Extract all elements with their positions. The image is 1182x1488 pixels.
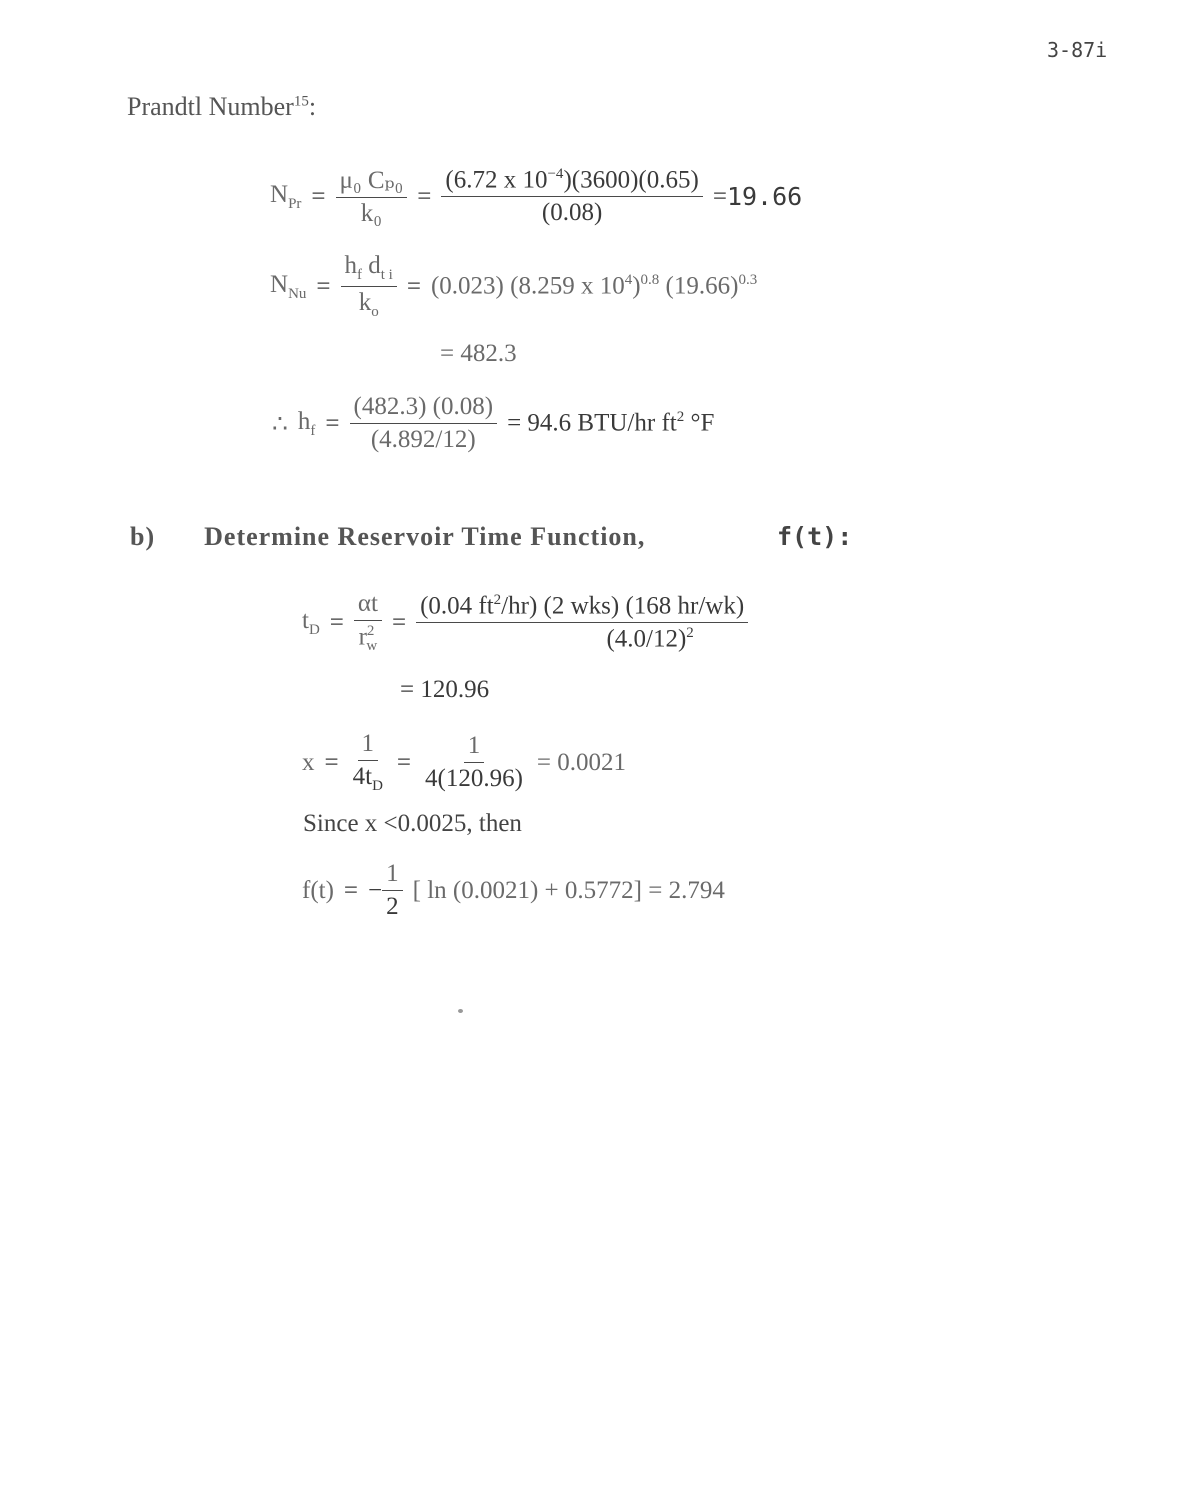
- td-fraction-symbolic: $\frac{\alpha t}{r^2_w}$: [354, 590, 382, 655]
- prandtl-equation: [270, 165, 802, 228]
- equals-sign: =: [712, 182, 727, 210]
- prandtl-heading: [127, 92, 316, 122]
- hf-fraction: $\frac{(482.3) (0.08)}{(4.892/12)}$: [350, 393, 498, 454]
- heading-superscript: 15: [293, 93, 309, 110]
- minus-sign: −: [368, 876, 383, 904]
- section-b-function: f(t):: [777, 522, 853, 551]
- td-result: = 120.96: [400, 676, 490, 703]
- ft-fraction: $\frac{1}{2}$: [382, 860, 403, 921]
- since-statement: Since x <0.0025, then: [303, 810, 522, 837]
- nusselt-fraction: $\frac{h_f d_{t i}}{k_o}$: [341, 252, 397, 321]
- nnu-symbol: $N_{Nu}$: [270, 270, 307, 302]
- td-equation: $t_D$ = $\frac{\alpha t}{r^2_w}$ = $\frac{(0.04 ft^2/hr) (2 wks) (168 hr/wk)}{(4.0/12)^2}$: [302, 590, 748, 655]
- hf-result: = 94.6 BTU/hr $ft^2$ °F: [507, 409, 715, 437]
- hf-symbol: $h_f$: [297, 407, 316, 439]
- npr-symbol: $N_{Pr}$: [270, 180, 302, 212]
- ft-rhs: [ ln (0.0021) + 0.5772] = 2.794: [412, 876, 725, 904]
- x-result: = 0.0021: [536, 748, 627, 776]
- ft-symbol: f(t): [302, 876, 334, 904]
- equals-sign: =: [417, 182, 432, 210]
- prandtl-fraction-numeric: $\frac{(6.72 x 10^{-4})(3600)(0.65)}{(0.08)}$: [441, 166, 702, 227]
- heading-colon: :: [308, 92, 317, 121]
- section-b-label: b): [130, 522, 156, 551]
- equals-sign: =: [311, 182, 326, 210]
- hf-equation: ∴ $h_f$ = $\frac{(482.3) (0.08)}{(4.892/12)}$ = 94.6 BTU/hr $ft^2$ °F: [272, 393, 715, 453]
- x-symbol: x: [302, 748, 315, 776]
- x-fraction-numeric: $\frac{1}{4(120.96)}$: [425, 732, 523, 792]
- section-b-text: Determine Reservoir Time Function,: [204, 522, 646, 551]
- x-fraction-symbolic: $\frac{1}{4t_D}$: [352, 730, 383, 794]
- nusselt-equation: $N_{Nu}$ = $\frac{h_f d_{t i}}{k_o}$ = (0.023) (8.259 x $10^4)^{0.8}$ $(19.66)^{0.3}$: [270, 252, 758, 320]
- x-equation: x = $\frac{1}{4t_D}$ = $\frac{1}{4(120.96)}$ = 0.0021: [302, 730, 627, 794]
- td-symbol: $t_D$: [302, 606, 320, 638]
- therefore-symbol: ∴: [272, 410, 288, 438]
- nusselt-rhs: (0.023) (8.259 x $10^4)^{0.8}$ $(19.66)^{0.3}$: [430, 272, 758, 300]
- scan-speck: [458, 1009, 463, 1013]
- prandtl-result: 19.66: [726, 182, 803, 211]
- section-b-heading: [130, 522, 645, 552]
- td-fraction-numeric: $\frac{(0.04 ft^2/hr) (2 wks) (168 hr/wk)}{(4.0/12)^2}$: [416, 592, 748, 654]
- heading-text: Prandtl Number: [127, 92, 294, 121]
- page-number: 3-87i: [1047, 38, 1108, 62]
- nusselt-result: = 482.3: [440, 340, 517, 367]
- ft-equation: f(t) = − $\frac{1}{2}$ [ ln (0.0021) + 0.5772] = 2.794: [302, 860, 725, 920]
- prandtl-fraction-symbolic: $\frac{\text{μ₀ Cₚ₀}}{\text{k₀}}$: [336, 165, 408, 228]
